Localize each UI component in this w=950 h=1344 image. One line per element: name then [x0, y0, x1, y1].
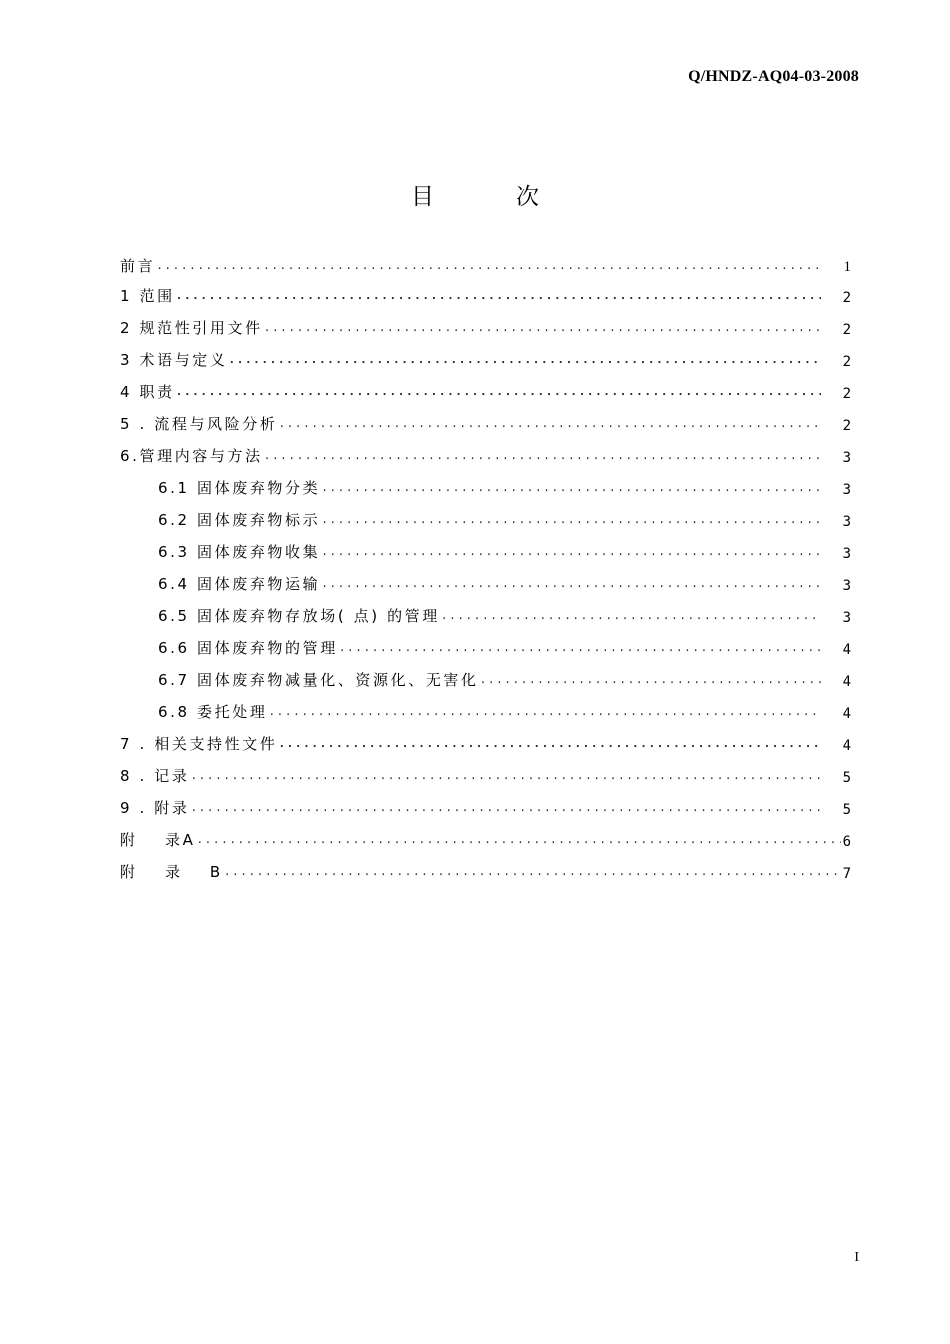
toc-title-char-1: 目	[411, 184, 434, 210]
toc-entry-page: 2	[842, 290, 851, 306]
toc-leader-dots	[321, 576, 821, 594]
toc-entry-page: 4	[842, 738, 851, 754]
toc-leader-dots	[156, 258, 821, 276]
toc-entry-6-1[interactable]	[158, 474, 851, 498]
toc-entry-6-2[interactable]	[158, 506, 851, 530]
toc-entry-label: 6.4 固体废弃物运输	[158, 575, 321, 593]
toc-entry-label: 附 录A	[120, 831, 196, 849]
toc-entry-label: 6.8 委托处理	[158, 703, 268, 721]
toc-entry-page: 3	[842, 482, 851, 498]
toc-entry-records[interactable]	[120, 762, 851, 786]
toc-entry-6-5[interactable]	[158, 602, 851, 626]
toc-title-char-2: 次	[516, 184, 539, 210]
toc-entry-responsibilities[interactable]	[120, 378, 851, 402]
toc-entry-page: 4	[842, 706, 851, 722]
toc-leader-dots	[264, 320, 821, 338]
toc-entry-terms[interactable]	[120, 346, 851, 370]
toc-entry-6-3[interactable]	[158, 538, 851, 562]
toc-leader-dots	[278, 736, 821, 754]
toc-entry-label: 5 . 流程与风险分析	[120, 415, 278, 433]
toc-entry-foreword[interactable]	[120, 252, 851, 276]
toc-title	[0, 178, 950, 211]
toc-entry-page: 1	[843, 259, 851, 275]
toc-entry-page: 2	[842, 354, 851, 370]
toc-entry-6-6[interactable]	[158, 634, 851, 658]
toc-entry-page: 5	[842, 770, 851, 786]
toc-leader-dots	[176, 288, 821, 306]
toc-leader-dots	[190, 768, 821, 786]
toc-entry-label: 6.管理内容与方法	[120, 447, 263, 465]
toc-entry-appendix[interactable]	[120, 794, 851, 818]
toc-leader-dots	[480, 672, 821, 690]
toc-entry-page: 2	[842, 322, 851, 338]
toc-entry-page: 4	[842, 642, 851, 658]
toc-entry-page: 7	[842, 866, 851, 882]
toc-entry-6-8[interactable]	[158, 698, 851, 722]
toc-entry-label: 6.3 固体废弃物收集	[158, 543, 321, 561]
toc-entry-page: 3	[842, 450, 851, 466]
toc-entry-page: 3	[842, 546, 851, 562]
toc-entry-page: 3	[842, 610, 851, 626]
toc-entry-page: 3	[842, 578, 851, 594]
toc-entry-page: 2	[842, 386, 851, 402]
toc-entry-management-content[interactable]	[120, 442, 851, 466]
toc-leader-dots	[268, 704, 821, 722]
toc-entry-label: 6.1 固体废弃物分类	[158, 479, 321, 497]
document-code: Q/HNDZ-AQ04-03-2008	[688, 68, 859, 85]
toc-entry-appendix-a[interactable]	[120, 826, 851, 850]
toc-entry-label: 1 范围	[120, 287, 175, 305]
toc-entry-page: 3	[842, 514, 851, 530]
toc-leader-dots	[176, 384, 821, 402]
toc-leader-dots	[278, 416, 821, 434]
toc-leader-dots	[229, 352, 821, 370]
toc-entry-label: 3 术语与定义	[120, 351, 228, 369]
toc-entry-process-risk[interactable]	[120, 410, 851, 434]
toc-leader-dots	[264, 448, 821, 466]
toc-leader-dots	[190, 800, 821, 818]
toc-entry-label: 附 录 B	[120, 863, 223, 881]
toc-leader-dots	[339, 640, 821, 658]
toc-entry-label: 6.7 固体废弃物减量化、资源化、无害化	[158, 671, 479, 689]
page-number: I	[854, 1250, 859, 1265]
toc-entry-label: 8 . 记录	[120, 767, 190, 785]
toc-entry-label: 6.5 固体废弃物存放场( 点) 的管理	[158, 607, 440, 625]
toc-entry-normative-references[interactable]	[120, 314, 851, 338]
toc-entry-supporting-docs[interactable]	[120, 730, 851, 754]
toc-entry-label: 4 职责	[120, 383, 175, 401]
toc-entry-appendix-b[interactable]	[120, 858, 851, 882]
toc-leader-dots	[321, 480, 821, 498]
toc-entry-label: 6.2 固体废弃物标示	[158, 511, 321, 529]
toc-leader-dots	[196, 832, 841, 850]
toc-entry-label: 7 . 相关支持性文件	[120, 735, 278, 753]
toc-entry-scope[interactable]	[120, 282, 851, 306]
toc-entry-6-4[interactable]	[158, 570, 851, 594]
toc-entry-6-7[interactable]	[158, 666, 851, 690]
toc-leader-dots	[321, 512, 821, 530]
toc-entry-page: 5	[842, 802, 851, 818]
toc-leader-dots	[224, 864, 841, 882]
toc-leader-dots	[441, 608, 821, 626]
toc-entry-label: 前言	[120, 257, 156, 275]
toc-entry-label: 6.6 固体废弃物的管理	[158, 639, 338, 657]
toc-leader-dots	[321, 544, 821, 562]
toc-entry-label: 2 规范性引用文件	[120, 319, 263, 337]
toc-entry-page: 6	[842, 834, 851, 850]
toc-entry-page: 2	[842, 418, 851, 434]
toc-entry-page: 4	[842, 674, 851, 690]
toc-entry-label: 9 . 附录	[120, 799, 190, 817]
